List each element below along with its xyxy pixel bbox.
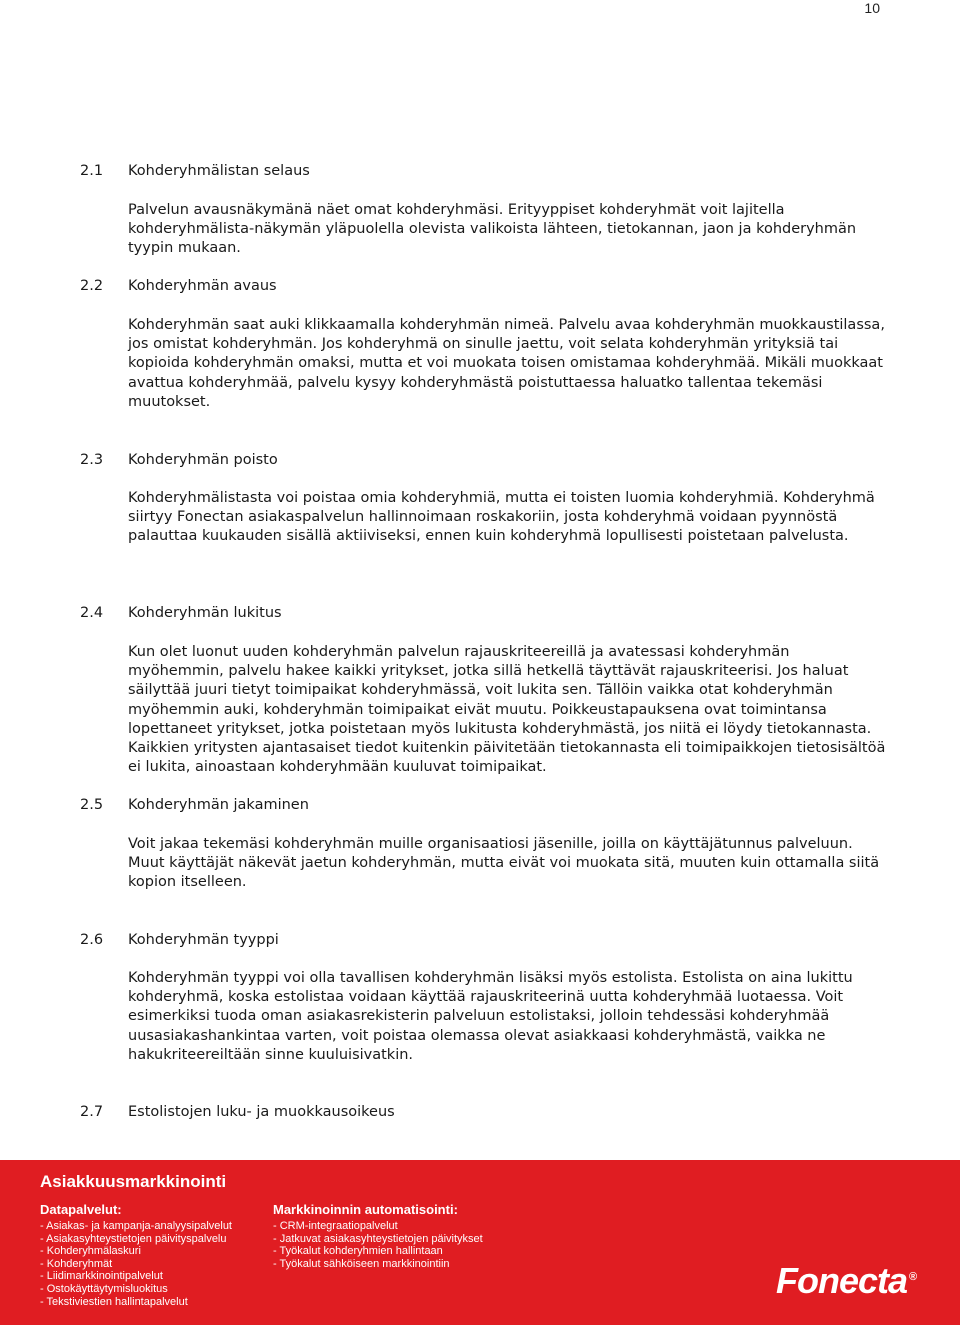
section-paragraph: Kohderyhmän saat auki klikkaamalla kohderyhmän nimeä. Palvelu avaa kohderyhmän muokkaustilassa, jos omistat kohderyhmän. Jos kohderyhmä on sinulle jaettu, voit selata kohderyhmän yrityksiä tai kopioida kohderyhmän omaksi, mutta et voi muokata toisen omistamaa kohderyhmää. Mikäli muokkaat avattua kohderyhmää, palvelu kysyy kohderyhmästä poistuttaessa haluatko tallentaa tekemäsi muutokset. bbox=[128, 317, 885, 410]
section-number: 2.1 bbox=[80, 163, 104, 179]
section-heading bbox=[80, 931, 279, 950]
list-item: - Asiakasyhteystietojen päivityspalvelu bbox=[40, 1233, 232, 1246]
section-heading bbox=[80, 604, 282, 623]
section-number: 2.3 bbox=[80, 452, 104, 468]
section-heading bbox=[80, 162, 310, 181]
list-item: - Jatkuvat asiakasyhteystietojen päivitykset bbox=[273, 1233, 483, 1246]
list-item: - Asiakas- ja kampanja-analyysipalvelut bbox=[40, 1220, 232, 1233]
logo-text: Fonecta bbox=[776, 1260, 908, 1301]
section-paragraph: Kohderyhmälistasta voi poistaa omia kohderyhmiä, mutta ei toisten luomia kohderyhmiä. Kohderyhmä siirtyy Fonectan asiakaspalvelun hallinnoimaan roskakoriin, josta kohderyhmä voidaan pyynnöstä palauttaa kuukauden sisällä aktiiviseksi, ennen kuin kohderyhmä lopullisesti poistetaan palvelusta. bbox=[128, 490, 875, 545]
list-item: - Työkalut sähköiseen markkinointiin bbox=[273, 1258, 483, 1271]
list-item: - Kohderyhmälaskuri bbox=[40, 1245, 232, 1258]
list-item: - Työkalut kohderyhmien hallintaan bbox=[273, 1245, 483, 1258]
section-heading bbox=[80, 1103, 395, 1122]
section-title: Kohderyhmän jakaminen bbox=[128, 797, 309, 813]
section-number: 2.4 bbox=[80, 605, 104, 621]
footer-banner bbox=[0, 1160, 960, 1325]
list-item: - CRM-integraatiopalvelut bbox=[273, 1220, 483, 1233]
section-paragraph: Kun olet luonut uuden kohderyhmän palvelun rajauskriteereillä ja avatessasi kohderyhmän myöhemmin, palvelu hakee kaikki yritykset, jotka sillä hetkellä täyttävät rajauskriteerisi. Jos haluat säilyttää juuri tietyt toimipaikat kohderyhmässä, voit lukita sen. Tällöin vaikka otat kohderyhmän myöhemmin auki, kohderyhmän toimipaikat eivät muutu. Poikkeustapauksena ovat toimintansa lopettaneet yritykset, jotka poistetaan myös lukitusta kohderyhmästä, jos niitä ei löydy tietokannasta. Kaikkien yritysten ajantasaiset tiedot kuitenkin päivitetään tietokannasta eli toimipaikkojen tietosisältöä ei lukita, ainoastaan kohderyhmään kuuluvat toimipaikat. bbox=[128, 644, 886, 776]
section-number: 2.2 bbox=[80, 278, 104, 294]
list-item: - Ostokäyttäytymisluokitus bbox=[40, 1283, 232, 1296]
section-heading bbox=[80, 277, 277, 296]
datapalvelut-title: Datapalvelut: bbox=[40, 1202, 122, 1217]
page-number: 10 bbox=[864, 0, 880, 16]
section-title: Kohderyhmän avaus bbox=[128, 278, 277, 294]
automatisointi-list bbox=[273, 1220, 483, 1270]
footer-title: Asiakkuusmarkkinointi bbox=[40, 1172, 227, 1191]
automatisointi-title: Markkinoinnin automatisointi: bbox=[273, 1202, 458, 1217]
registered-mark: ® bbox=[909, 1271, 917, 1283]
section-title: Kohderyhmän lukitus bbox=[128, 605, 282, 621]
section-paragraph: Voit jakaa tekemäsi kohderyhmän muille organisaatiosi jäsenille, joilla on käyttäjätunnus palveluun. Muut käyttäjät näkevät jaetun kohderyhmän, mutta eivät voi muokata sitä, muuten kuin ottamalla siitä kopion itselleen. bbox=[128, 836, 880, 891]
section-paragraph: Palvelun avausnäkymänä näet omat kohderyhmäsi. Erityyppiset kohderyhmät voit lajitella kohderyhmälista-näkymän yläpuolella olevista valikoista lähteen, tietokannan, jaon ja kohderyhmän tyypin mukaan. bbox=[128, 202, 857, 257]
section-title: Kohderyhmälistan selaus bbox=[128, 163, 310, 179]
list-item: - Tekstiviestien hallintapalvelut bbox=[40, 1296, 232, 1309]
fonecta-logo bbox=[776, 1260, 916, 1302]
datapalvelut-list bbox=[40, 1220, 232, 1308]
section-title: Estolistojen luku- ja muokkausoikeus bbox=[128, 1104, 395, 1120]
section-number: 2.6 bbox=[80, 932, 104, 948]
list-item: - Liidimarkkinointipalvelut bbox=[40, 1270, 232, 1283]
section-title: Kohderyhmän poisto bbox=[128, 452, 278, 468]
section-title: Kohderyhmän tyyppi bbox=[128, 932, 279, 948]
section-heading bbox=[80, 451, 278, 470]
section-number: 2.5 bbox=[80, 797, 104, 813]
section-number: 2.7 bbox=[80, 1104, 104, 1120]
section-heading bbox=[80, 796, 309, 815]
section-paragraph: Kohderyhmän tyyppi voi olla tavallisen kohderyhmän lisäksi myös estolista. Estolista on aina lukittu kohderyhmä, koska estolistaa voidaan käyttää rajauskriteerinä uutta kohderyhmää luotaessa. Voit esimerkiksi tuoda oman asiakasrekisterin palveluun estolistaksi, jolloin tehdessäsi kohderyhmää uusasiakashankintaa varten, voit poistaa olemassa olevat asiakkaasi kohderyhmästä, vaikka ne hakukriteereiltään sinne kuuluisivatkin. bbox=[128, 970, 853, 1063]
list-item: - Kohderyhmät bbox=[40, 1258, 232, 1271]
